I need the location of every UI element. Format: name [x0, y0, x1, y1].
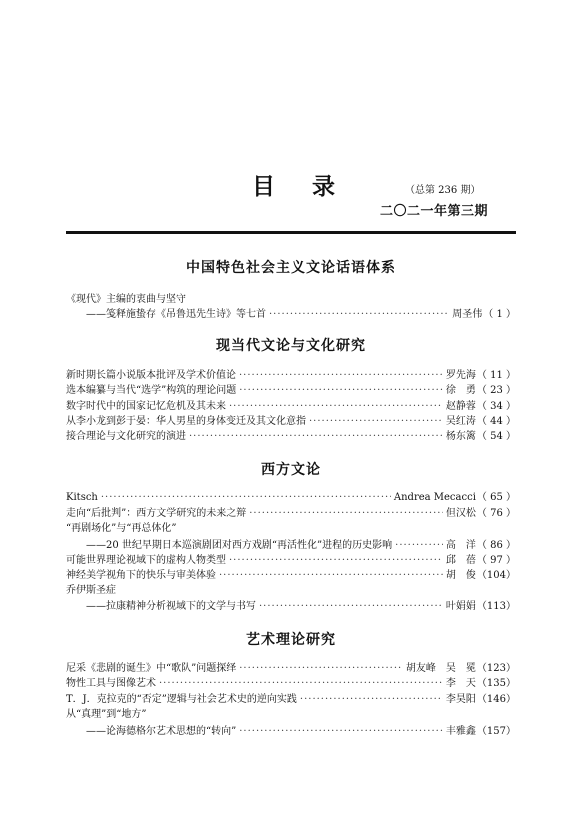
entry-title: “再剧场化”与“再总体化” — [66, 523, 177, 534]
entry-author: 吴红涛 — [445, 416, 476, 427]
toc-title-char-2: 录 — [312, 174, 335, 200]
entry-title: Kitsch — [66, 492, 98, 503]
toc-entry[interactable] — [66, 662, 516, 676]
entry-title: T．J．克拉克的“否定”逻辑与社会艺术史的逆向实践 — [66, 694, 297, 705]
leader-dots — [300, 693, 443, 707]
entry-page: （ 23 ） — [476, 385, 516, 396]
toc-entry[interactable] — [66, 293, 516, 307]
entry-title: ——拉康精神分析视域下的文学与书写 — [86, 601, 256, 612]
leader-dots — [239, 662, 403, 676]
entry-title: 物性工具与图像艺术 — [66, 678, 156, 689]
section-title: 艺术理论研究 — [246, 632, 336, 648]
toc-entry[interactable] — [66, 384, 516, 398]
toc-entry[interactable] — [66, 584, 516, 598]
entry-page: （123） — [476, 663, 516, 674]
entry-page: （146） — [476, 694, 516, 705]
entry-title: ——20 世纪早期日本巡演剧团对西方戏剧“再活性化”进程的历史影响 — [86, 540, 393, 551]
entry-author: 胡友峰 吴 冕 — [405, 663, 476, 674]
entry-page: （ 34 ） — [476, 401, 516, 412]
leader-dots — [189, 430, 443, 444]
header-rule — [66, 231, 516, 234]
toc-entry[interactable] — [66, 554, 516, 568]
leader-dots — [229, 400, 443, 414]
leader-dots — [239, 369, 443, 383]
entry-title: 《现代》主编的衷曲与坚守 — [66, 294, 186, 305]
entry-title: 尼采《悲剧的诞生》中“歌队”问题探绎 — [66, 663, 237, 674]
entry-page: （ 65 ） — [476, 492, 516, 503]
section-title: 现当代文论与文化研究 — [216, 338, 366, 354]
entry-title: ——论海德格尔艺术思想的“转向” — [86, 726, 237, 737]
leader-dots — [239, 725, 443, 739]
entry-author: Andrea Mecacci — [393, 492, 476, 503]
toc-title-char-1: 目 — [252, 174, 275, 200]
toc-entry[interactable] — [66, 522, 516, 536]
leader-dots — [101, 491, 391, 505]
toc-entry[interactable] — [66, 491, 516, 505]
entry-title: ——笺释施蛰存《吊鲁迅先生诗》等七首 — [86, 309, 266, 320]
leader-dots — [309, 415, 443, 429]
entry-title: 走向“后批判”：西方文学研究的未来之辩 — [66, 508, 247, 519]
entry-page: （ 86 ） — [476, 540, 516, 551]
toc-entry[interactable] — [66, 693, 516, 707]
entry-page: （135） — [476, 678, 516, 689]
toc-entry[interactable] — [66, 369, 516, 383]
entry-page: （ 44 ） — [476, 416, 516, 427]
toc-entry[interactable] — [86, 725, 516, 739]
entry-page: （104） — [476, 570, 516, 581]
entry-page: （113） — [476, 601, 516, 612]
leader-dots — [249, 507, 443, 521]
leader-dots — [159, 677, 443, 691]
toc-entry[interactable] — [66, 415, 516, 429]
toc-entry[interactable] — [66, 569, 516, 583]
leader-dots — [229, 554, 443, 568]
entry-page: （157） — [476, 726, 516, 737]
entry-author: 徐 勇 — [445, 385, 476, 396]
entry-page: （ 11 ） — [476, 370, 516, 381]
entry-author: 高 洋 — [445, 540, 476, 551]
toc-entry[interactable] — [66, 400, 516, 414]
toc-entry[interactable] — [86, 308, 516, 322]
leader-dots — [259, 600, 443, 614]
entry-page: （ 1 ） — [483, 309, 516, 320]
leader-dots — [219, 569, 443, 583]
issue-label: 二〇二一年第三期 — [380, 204, 489, 219]
entry-author: 周圣伟 — [452, 309, 483, 320]
entry-author: 叶娟娟 — [445, 601, 476, 612]
toc-entry[interactable] — [66, 507, 516, 521]
entry-title: 数字时代中的国家记忆危机及其未来 — [66, 401, 226, 412]
entry-page: （ 54 ） — [476, 431, 516, 442]
entry-title: 从“真理”到“地方” — [66, 709, 147, 720]
entry-title: 新时期长篇小说版本批评及学术价值论 — [66, 370, 236, 381]
entry-title: 选本编纂与当代“选学”构筑的理论问题 — [66, 385, 237, 396]
entry-page: （ 97 ） — [476, 555, 516, 566]
leader-dots — [395, 539, 443, 553]
entry-author: 李 天 — [445, 678, 476, 689]
total-issue-number: （总第 236 期） — [405, 185, 481, 196]
leader-dots — [269, 308, 449, 322]
section-title: 西方文论 — [261, 462, 321, 478]
toc-entry[interactable] — [66, 677, 516, 691]
entry-author: 胡 俊 — [445, 570, 476, 581]
entry-page: （ 76 ） — [476, 508, 516, 519]
entry-author: 李昊阳 — [445, 694, 476, 705]
toc-entry[interactable] — [66, 708, 516, 722]
toc-entry[interactable] — [86, 600, 516, 614]
toc-entry[interactable] — [86, 539, 516, 553]
entry-author: 但汉松 — [445, 508, 476, 519]
entry-title: 从李小龙到彭于晏：华人男星的身体变迁及其文化意指 — [66, 416, 306, 427]
entry-author: 赵静蓉 — [445, 401, 476, 412]
toc-entry[interactable] — [66, 430, 516, 444]
entry-title: 接合理论与文化研究的演进 — [66, 431, 186, 442]
leader-dots — [239, 384, 443, 398]
entry-title: 乔伊斯圣症 — [66, 585, 116, 596]
entry-author: 丰雅鑫 — [445, 726, 476, 737]
entry-title: 可能世界理论视域下的虚构人物类型 — [66, 555, 226, 566]
entry-title: 神经美学视角下的快乐与审美体验 — [66, 570, 216, 581]
entry-author: 罗先海 — [445, 370, 476, 381]
entry-author: 邱 蓓 — [445, 555, 476, 566]
entry-author: 杨东篱 — [445, 431, 476, 442]
section-title: 中国特色社会主义文论话语体系 — [186, 260, 396, 276]
